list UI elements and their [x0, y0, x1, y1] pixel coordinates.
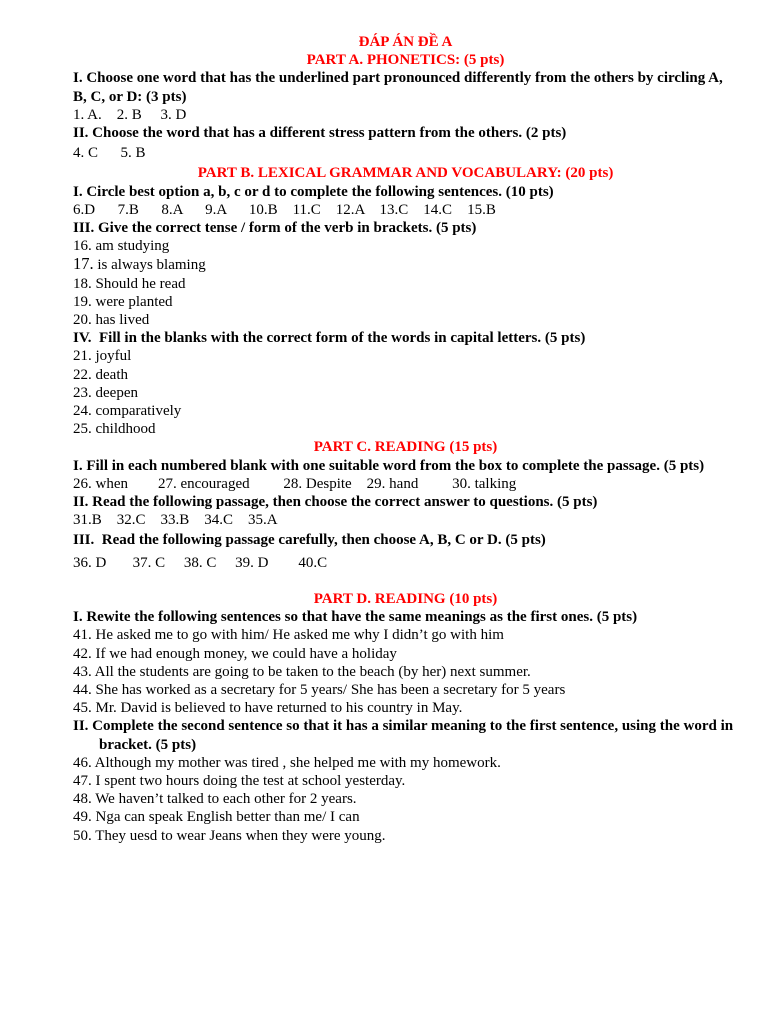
list-item: 46. Although my mother was tired , she helped me with my homework.: [73, 754, 501, 771]
part-a-q1-heading: I. Choose one word that has the underlined part pronounced differently from the others by circling A, B, C, or D: (3 pts): [73, 70, 723, 105]
part-b-q3-heading: III. Give the correct tense / form of the verb in brackets. (5 pts): [73, 220, 477, 237]
part-b-q1-answers: 6.D 7.B 8.A 9.A 10.B 11.C 12.A 13.C 14.C 15.B: [73, 201, 496, 218]
list-item: 45. Mr. David is believed to have returned to his country in May.: [73, 700, 463, 717]
list-item: 49. Nga can speak English better than me/ I can: [73, 809, 360, 826]
part-c-q2-answers: 31.B 32.C 33.B 34.C 35.A: [73, 512, 278, 529]
part-b-heading: PART B. LEXICAL GRAMMAR AND VOCABULARY: (20 pts): [197, 165, 614, 182]
list-item: 22. death: [73, 366, 128, 383]
list-item: 50. They uesd to wear Jeans when they were young.: [73, 827, 386, 844]
item-number: 17.: [73, 254, 94, 274]
list-item: 21. joyful: [73, 348, 132, 365]
item-text: is always blaming: [97, 257, 206, 274]
list-item: [73, 255, 738, 274]
list-item: 23. deepen: [73, 384, 138, 401]
part-a-heading: PART A. PHONETICS: (5 pts): [306, 52, 505, 69]
part-c-heading: PART C. READING (15 pts): [313, 439, 498, 456]
list-item: 25. childhood: [73, 421, 156, 438]
part-a-q2-heading: II. Choose the word that has a different stress pattern from the others. (2 pts): [73, 125, 567, 142]
list-item: 47. I spent two hours doing the test at school yesterday.: [73, 772, 406, 789]
part-c-q1-heading: I. Fill in each numbered blank with one suitable word from the box to complete the passage. (5 pts): [73, 457, 705, 474]
part-c-q2-heading: II. Read the following passage, then choose the correct answer to questions. (5 pts): [73, 494, 598, 511]
list-item: 48. We haven’t talked to each other for 2 years.: [73, 791, 357, 808]
list-item: 41. He asked me to go with him/ He asked me why I didn’t go with him: [73, 627, 504, 644]
list-item: 19. were planted: [73, 293, 173, 310]
part-a-q1-answers: 1. A. 2. B 3. D: [73, 106, 187, 123]
list-item: 24. comparatively: [73, 403, 182, 420]
list-item: 43. All the students are going to be taken to the beach (by her) next summer.: [73, 663, 531, 680]
part-c-q1-answers: 26. when 27. encouraged 28. Despite 29. hand 30. talking: [73, 475, 517, 492]
list-item: 42. If we had enough money, we could have a holiday: [73, 645, 397, 662]
list-item: 44. She has worked as a secretary for 5 years/ She has been a secretary for 5 years: [73, 681, 566, 698]
part-b-q4-heading: IV. Fill in the blanks with the correct form of the words in capital letters. (5 pts): [73, 330, 586, 347]
part-d-heading: PART D. READING (10 pts): [313, 590, 498, 607]
document-body: [73, 33, 738, 845]
part-c-q3-heading: III. Read the following passage carefully, then choose A, B, C or D. (5 pts): [73, 532, 546, 549]
document-title: ĐÁP ÁN ĐỀ A: [358, 34, 453, 50]
part-d-q2-heading: II. Complete the second sentence so that it has a similar meaning to the first sentence, using the word in bracket. (5 pts): [73, 718, 734, 753]
part-b-q1-heading: I. Circle best option a, b, c or d to complete the following sentences. (10 pts): [73, 183, 554, 200]
list-item: 20. has lived: [73, 312, 150, 329]
list-item: 18. Should he read: [73, 275, 186, 292]
part-c-q3-answers: 36. D 37. C 38. C 39. D 40.C: [73, 554, 328, 571]
part-a-q2-answers: 4. C 5. B: [73, 145, 146, 162]
list-item: 16. am studying: [73, 238, 170, 255]
part-d-q1-heading: I. Rewite the following sentences so that have the same meanings as the first ones. (5 pts): [73, 609, 638, 626]
